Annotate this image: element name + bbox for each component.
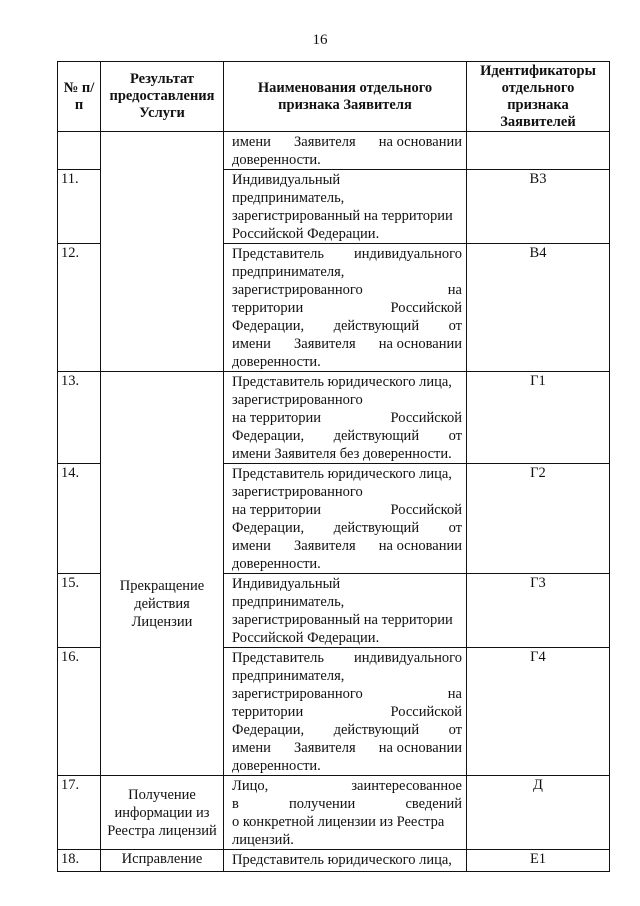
row-number <box>58 132 101 170</box>
description-line: предпринимателя, <box>232 668 345 684</box>
table-row <box>58 372 610 464</box>
description-line: Федерации, действующий от <box>232 722 462 738</box>
description-line: территории Российской <box>232 300 462 316</box>
description-line: зарегистрированного на <box>232 282 462 298</box>
description-line: имени Заявителя на основании <box>232 134 462 150</box>
feature-identifier <box>467 132 610 170</box>
table-row <box>58 132 610 170</box>
description-line: Представитель индивидуального <box>232 246 462 262</box>
description-line: в получении сведений <box>232 796 462 812</box>
description-line: территории Российской <box>232 704 462 720</box>
table-header-row <box>58 62 610 132</box>
applicant-feature-description <box>224 776 467 850</box>
page-number: 16 <box>312 32 328 48</box>
description-line: Российской Федерации. <box>232 226 380 242</box>
description-line: Лицо, заинтересованное <box>232 778 462 794</box>
description-line: зарегистрированный на территории <box>232 612 453 628</box>
description-line: Представитель юридического лица, <box>232 852 452 868</box>
description-line: Российской Федерации. <box>232 630 380 646</box>
applicant-feature-description <box>224 648 467 776</box>
feature-identifier: В4 <box>467 244 610 372</box>
applicant-feature-description <box>224 244 467 372</box>
row-number: 12. <box>58 244 101 372</box>
row-number: 11. <box>58 170 101 244</box>
description-line: лицензий. <box>232 832 294 848</box>
feature-identifier: Г3 <box>467 574 610 648</box>
description-line: Индивидуальный <box>232 576 341 592</box>
row-number: 14. <box>58 464 101 574</box>
applicant-features-table <box>57 61 610 872</box>
description-line: имени Заявителя без доверенности. <box>232 446 452 462</box>
description-line: Федерации, действующий от <box>232 520 462 536</box>
feature-identifier: В3 <box>467 170 610 244</box>
applicant-feature-description <box>224 574 467 648</box>
service-result-cell: Исправление <box>101 850 224 872</box>
description-line: доверенности. <box>232 758 321 774</box>
description-line: на территории Российской <box>232 410 462 426</box>
description-line: доверенности. <box>232 556 321 572</box>
table-row <box>58 776 610 850</box>
description-line: имени Заявителя на основании <box>232 740 462 756</box>
applicant-feature-description <box>224 170 467 244</box>
description-line: имени Заявителя на основании <box>232 336 462 352</box>
applicant-feature-description <box>224 132 467 170</box>
service-result-cell: Получение информации из Реестра лицензий <box>101 776 224 850</box>
description-line: зарегистрированного на <box>232 686 462 702</box>
feature-identifier: Д <box>467 776 610 850</box>
description-line: зарегистрированный на территории <box>232 208 453 224</box>
row-number: 15. <box>58 574 101 648</box>
row-number: 17. <box>58 776 101 850</box>
feature-identifier: Г4 <box>467 648 610 776</box>
description-line: предприниматель, <box>232 594 345 610</box>
applicant-feature-description <box>224 850 467 872</box>
row-number: 16. <box>58 648 101 776</box>
description-line: Представитель юридического лица, <box>232 466 452 482</box>
table-row <box>58 850 610 872</box>
row-number: 18. <box>58 850 101 872</box>
feature-identifier: Г1 <box>467 372 610 464</box>
header-name: Наименования отдельного признака Заявителя <box>224 62 467 132</box>
feature-identifier: Г2 <box>467 464 610 574</box>
description-line: предприниматель, <box>232 190 345 206</box>
description-line: доверенности. <box>232 152 321 168</box>
applicant-feature-description <box>224 464 467 574</box>
service-result-cell <box>101 132 224 372</box>
description-line: предпринимателя, <box>232 264 345 280</box>
description-line: доверенности. <box>232 354 321 370</box>
applicant-feature-description <box>224 372 467 464</box>
description-line: на территории Российской <box>232 502 462 518</box>
description-line: Федерации, действующий от <box>232 318 462 334</box>
description-line: Представитель юридического лица, <box>232 374 452 390</box>
description-line: зарегистрированного <box>232 484 363 500</box>
feature-identifier: Е1 <box>467 850 610 872</box>
header-result: Результат предоставления Услуги <box>101 62 224 132</box>
description-line: Индивидуальный <box>232 172 341 188</box>
header-id: Идентификаторы отдельного признака Заявителей <box>467 62 610 132</box>
row-number: 13. <box>58 372 101 464</box>
service-result-cell: Прекращение действия Лицензии <box>101 372 224 776</box>
header-num: № п/п <box>58 62 101 132</box>
description-line: Представитель индивидуального <box>232 650 462 666</box>
description-line: Федерации, действующий от <box>232 428 462 444</box>
description-line: имени Заявителя на основании <box>232 538 462 554</box>
description-line: о конкретной лицензии из Реестра <box>232 814 445 830</box>
description-line: зарегистрированного <box>232 392 363 408</box>
